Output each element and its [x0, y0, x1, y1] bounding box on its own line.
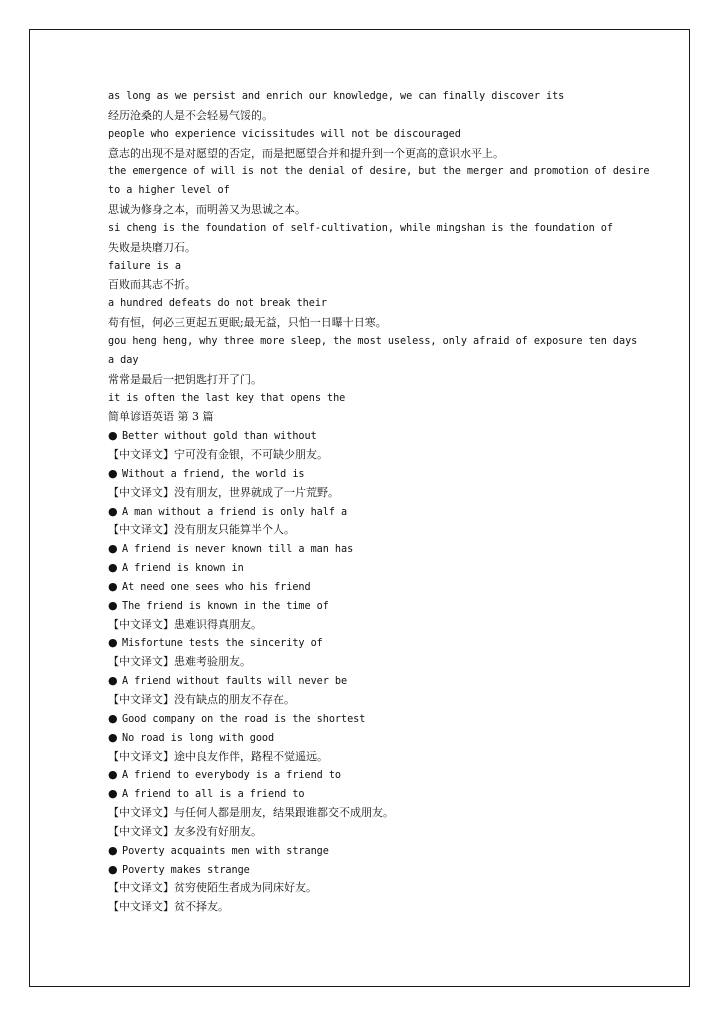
bullet-item [108, 729, 618, 748]
bullet-icon: ● [108, 730, 118, 744]
chinese-line: 思诚为修身之本，而明善又为思诚之本。 [108, 203, 306, 217]
bullet-icon: ● [108, 711, 118, 725]
chinese-line: 百败而其志不折。 [108, 278, 196, 292]
chinese-line: 【中文译文】患难识得真朋友。 [108, 617, 262, 631]
chinese-line: 【中文译文】没有朋友，世界就成了一片荒野。 [108, 485, 339, 499]
bullet-icon: ● [108, 843, 118, 857]
bullet-item [108, 634, 618, 653]
chinese-line: 简单谚语英语 第 3 篇 [108, 410, 214, 424]
bullet-icon: ● [108, 598, 118, 612]
bullet-item [108, 540, 618, 559]
bullet-icon: ● [108, 504, 118, 518]
bullet-icon: ● [108, 579, 118, 593]
bullet-item [108, 465, 618, 484]
chinese-line: 苟有恒，何必三更起五更眠;最无益，只怕一日曝十日寒。 [108, 316, 387, 330]
english-line: to a higher level of [108, 185, 230, 197]
bullet-item [108, 503, 618, 522]
bullet-text: A friend to everybody is a friend to [122, 770, 342, 782]
chinese-line: 【中文译文】宁可没有金银，不可缺少朋友。 [108, 448, 328, 462]
bullet-text: Without a friend, the world is [122, 468, 305, 480]
bullet-item [108, 766, 618, 785]
english-line: people who experience vicissitudes will not be discouraged [108, 128, 461, 140]
bullet-text: The friend is known in the time of [122, 600, 329, 612]
bullet-icon: ● [108, 768, 118, 782]
bullet-item [108, 861, 618, 880]
bullet-icon: ● [108, 674, 118, 688]
bullet-icon: ● [108, 542, 118, 556]
bullet-text: A friend without faults will never be [122, 676, 348, 688]
chinese-line: 【中文译文】途中良友作伴，路程不觉遥远。 [108, 749, 328, 763]
bullet-item [108, 710, 618, 729]
bullet-text: A friend to all is a friend to [122, 789, 305, 801]
chinese-line: 经历沧桑的人是不会轻易气馁的。 [108, 108, 273, 122]
bullet-text: Poverty acquaints men with strange [122, 845, 329, 857]
english-line: failure is a [108, 260, 182, 272]
bullet-item [108, 785, 618, 804]
bullet-text: A friend is known in [122, 563, 244, 575]
chinese-line: 【中文译文】没有朋友只能算半个人。 [108, 523, 295, 537]
bullet-icon: ● [108, 862, 118, 876]
bullet-text: A friend is never known till a man has [122, 544, 354, 556]
chinese-line: 常常是最后一把钥匙打开了门。 [108, 372, 262, 386]
bullet-text: Poverty makes strange [122, 864, 250, 876]
bullet-icon: ● [108, 561, 118, 575]
bullet-item [108, 597, 618, 616]
english-line: as long as we persist and enrich our knowledge, we can finally discover its [108, 91, 565, 102]
english-line: a day [108, 354, 139, 366]
english-line: gou heng heng, why three more sleep, the most useless, only afraid of exposure ten days [108, 335, 638, 347]
bullet-icon: ● [108, 466, 118, 480]
chinese-line: 意志的出现不是对愿望的否定，而是把愿望合并和提升到一个更高的意识水平上。 [108, 146, 504, 160]
english-line: the emergence of will is not the denial of desire, but the merger and promotion of desire [108, 166, 650, 178]
english-line: it is often the last key that opens the [108, 392, 346, 404]
document-body [108, 88, 650, 917]
english-line: si cheng is the foundation of self-cultivation, while mingshan is the foundation of [108, 222, 613, 234]
bullet-text: A man without a friend is only half a [122, 506, 348, 518]
bullet-text: Good company on the road is the shortest [122, 713, 366, 725]
bullet-text: No road is long with good [122, 732, 275, 744]
bullet-text: At need one sees who his friend [122, 581, 311, 593]
bullet-icon: ● [108, 429, 118, 443]
bullet-icon: ● [108, 636, 118, 650]
english-line: a hundred defeats do not break their [108, 298, 328, 310]
chinese-line: 【中文译文】没有缺点的朋友不存在。 [108, 693, 295, 706]
bullet-item [108, 427, 618, 446]
chinese-line: 【中文译文】贫不择友。 [108, 900, 229, 914]
bullet-text: Better without gold than without [122, 431, 317, 443]
chinese-line: 【中文译文】友多没有好朋友。 [108, 824, 262, 838]
chinese-line: 【中文译文】贫穷使陌生者成为同床好友。 [108, 881, 317, 895]
bullet-item [108, 559, 618, 578]
bullet-item [108, 578, 618, 597]
bullet-text: Misfortune tests the sincerity of [122, 638, 323, 650]
chinese-line: 【中文译文】患难考验朋友。 [108, 655, 251, 669]
chinese-line: 【中文译文】与任何人都是朋友，结果跟谁都交不成朋友。 [108, 806, 394, 820]
bullet-icon: ● [108, 787, 118, 801]
chinese-line: 失败是块磨刀石。 [108, 240, 196, 254]
bullet-item [108, 672, 618, 691]
bullet-item [108, 842, 618, 861]
